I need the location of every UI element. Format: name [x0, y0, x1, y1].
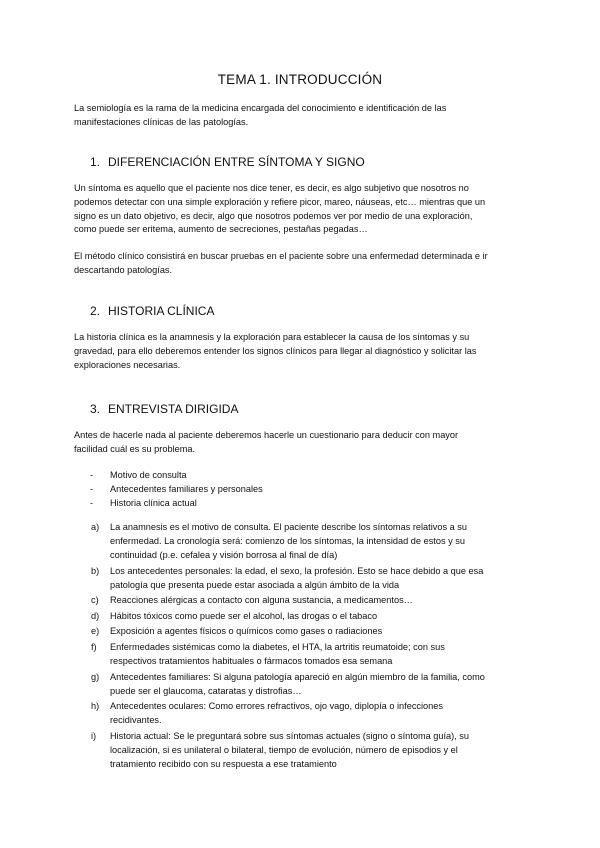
bullet-marker: -: [90, 498, 94, 508]
lettered-list: [74, 520, 534, 772]
section-title: ENTREVISTA DIRIGIDA: [108, 402, 239, 416]
list-item-text: Enfermedades sistémicas como la diabetes, el HTA, la artritis reumatoide; con sus: [110, 641, 445, 652]
list-item: [74, 520, 534, 562]
list-item: [74, 609, 534, 623]
list-item: [74, 640, 534, 668]
list-marker: b): [91, 565, 100, 576]
list-marker: d): [91, 610, 100, 621]
list-marker: g): [91, 671, 100, 682]
text-line: El método clínico consistirá en buscar pruebas en el paciente sobre una enfermedad determinada e ir: [74, 251, 488, 261]
section-3-paragraph-1: [74, 429, 534, 457]
bullet-marker: -: [90, 470, 94, 480]
list-marker: e): [91, 626, 100, 637]
section-heading-sintoma-signo: [90, 155, 365, 169]
list-item-text: Historia actual: Se le preguntará sobre sus síntomas actuales (signo o síntoma guía), su: [110, 730, 470, 741]
list-marker: c): [91, 595, 99, 606]
list-item-text: tratamiento recibido con su respuesta a ese tratamiento: [110, 758, 337, 769]
list-item: [74, 670, 534, 698]
list-item-text: La anamnesis es el motivo de consulta. El paciente describe los síntomas relativos a su: [110, 522, 467, 532]
section-number: 2.: [90, 304, 101, 318]
section-number: 1.: [90, 155, 101, 169]
list-item-text: recidivantes.: [110, 715, 162, 726]
list-marker: h): [91, 701, 100, 712]
list-item: [74, 564, 534, 592]
list-item-text: Antecedentes familiares: Si alguna patología apareció en algún miembro de la familia, como: [110, 671, 485, 682]
page-title: TEMA 1. INTRODUCCIÓN: [217, 72, 383, 87]
text-line: podemos detectar con una simple exploración y refiere picor, mareo, náuseas, etc… mientras que un: [74, 196, 486, 207]
list-item: [74, 482, 534, 496]
intro-paragraph: [74, 102, 534, 130]
list-marker: i): [91, 730, 97, 741]
list-item: [74, 729, 534, 771]
text-line: facilidad cuál es su problema.: [74, 443, 196, 454]
list-item-text: Exposición a agentes físicos o químicos como gases o radiaciones: [110, 626, 383, 637]
text-line: como puede ser eritema, aumento de secreciones, pestañas pegadas…: [74, 224, 368, 235]
section-2-paragraph-1: [74, 331, 534, 372]
section-heading-entrevista-dirigida: [90, 402, 238, 416]
list-item-text: enfermedad. La cronología será: comienzo de los síntomas, la intensidad de estos y su: [110, 536, 465, 546]
text-line: signo es un dato objetivo, es decir, algo que nosotros podemos ver por medio de una exploración,: [74, 210, 473, 221]
section-title: HISTORIA CLÍNICA: [108, 304, 215, 318]
bullet-marker: -: [90, 484, 94, 494]
list-item-text: Los antecedentes personales: la edad, el sexo, la profesión. Esto se hace debido a que esa: [110, 565, 484, 576]
section-1-paragraph-2: [74, 250, 534, 278]
text-line: exploraciones necesarias.: [74, 359, 181, 370]
list-item: [74, 699, 534, 727]
text-line: La historia clínica es la anamnesis y la exploración para establecer la causa de los síntomas y su: [74, 332, 470, 342]
list-item: [74, 468, 534, 482]
text-line: descartando patologías.: [74, 264, 173, 275]
list-item-text: Reacciones alérgicas a contacto con alguna sustancia, a medicamentos…: [110, 595, 413, 606]
list-marker: f): [91, 641, 97, 652]
list-item-text: localización, si es unilateral o bilateral, tiempo de evolución, número de episodios y el: [110, 744, 458, 755]
list-item: [74, 624, 534, 638]
list-item-text: Antecedentes oculares: Como errores refractivos, ojo vago, diplopía o infecciones: [110, 701, 443, 712]
section-title: DIFERENCIACIÓN ENTRE SÍNTOMA Y SIGNO: [108, 155, 365, 169]
text-line: manifestaciones clínicas de las patologías.: [74, 116, 249, 127]
list-item-text: Motivo de consulta: [110, 470, 187, 480]
bullet-list: [74, 468, 534, 510]
section-1-paragraph-1: [74, 182, 534, 237]
list-item-text: continuidad (p.e. cefalea y visión borrosa al final de día): [110, 550, 338, 560]
text-line: gravedad, para ello deberemos entender los signos clínicos para llegar al diagnóstico y solicitar las: [74, 345, 477, 356]
text-line: La semiología es la rama de la medicina encargada del conocimiento e identificación de las: [74, 103, 447, 113]
list-item-text: Hábitos tóxicos como puede ser el alcohol, las drogas o el tabaco: [110, 610, 378, 621]
list-item-text: Antecedentes familiares y personales: [110, 484, 263, 494]
list-marker: a): [91, 522, 100, 532]
list-item-text: puede ser el glaucoma, cataratas y distrofias…: [110, 685, 302, 696]
list-item: [74, 593, 534, 607]
text-line: Un síntoma es aquello que el paciente nos dice tener, es decir, es algo subjetivo que nosotros no: [74, 183, 469, 193]
list-item-text: patología que presenta puede estar asociada a algún ámbito de la vida: [110, 579, 400, 590]
section-number: 3.: [90, 402, 101, 416]
section-heading-historia-clinica: [90, 304, 214, 318]
list-item: [74, 496, 534, 510]
text-line: Antes de hacerle nada al paciente deberemos hacerle un cuestionario para deducir con mayor: [74, 430, 459, 440]
list-item-text: respectivos tratamientos habituales o fármacos tomados esa semana: [110, 655, 393, 666]
list-item-text: Historia clínica actual: [110, 498, 197, 508]
